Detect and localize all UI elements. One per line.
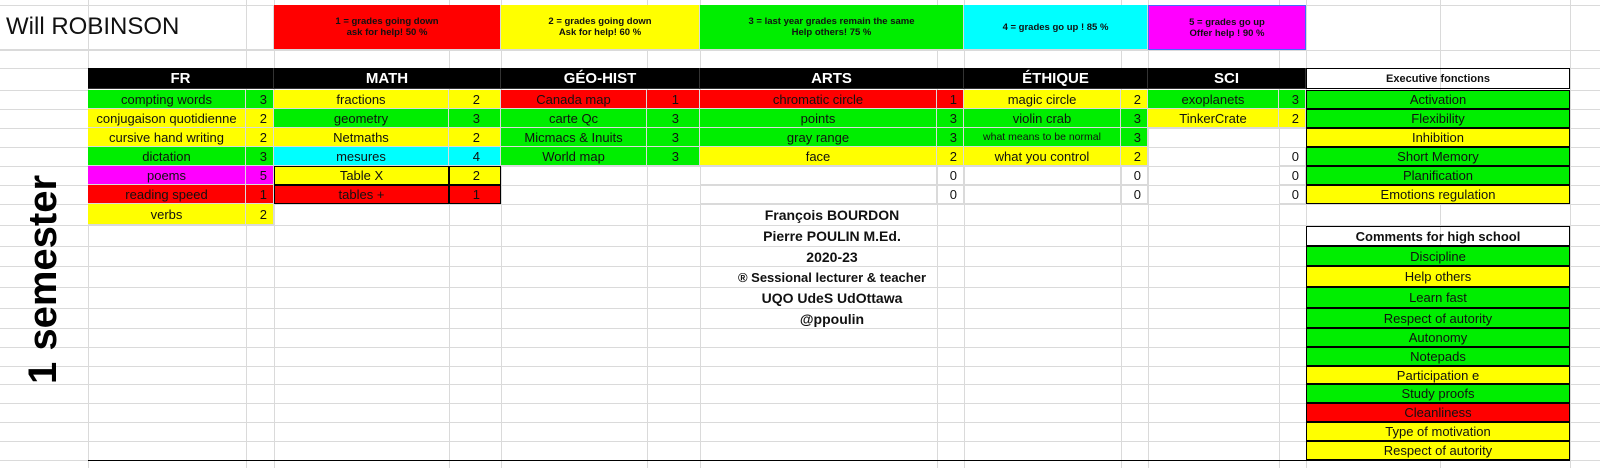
credit-line: François BOURDON [764,207,900,223]
arts-item[interactable]: face [700,147,937,166]
sci-score[interactable]: 3 [1279,90,1306,109]
comment-item[interactable]: Respect of autority [1306,308,1570,328]
ethique-score[interactable]: 0 [1121,185,1148,204]
arts-score[interactable]: 3 [937,109,964,128]
credit-line: @ppoulin [799,311,865,327]
math-score[interactable]: 4 [449,147,501,166]
fr-score[interactable]: 5 [246,166,274,185]
arts-item[interactable] [700,166,937,185]
fr-score[interactable]: 2 [246,109,274,128]
legend-5[interactable] [1148,5,1306,50]
fr-score[interactable]: 2 [246,204,274,225]
legend-5-line1: 5 = grades go up [1189,16,1265,28]
arts-item[interactable]: gray range [700,128,937,147]
sci-item[interactable]: TinkerCrate [1148,109,1279,128]
header-fr[interactable]: FR [88,68,274,89]
math-item[interactable]: mesures [274,147,449,166]
comment-item[interactable]: Cleanliness [1306,403,1570,422]
math-item[interactable]: tables + [274,185,449,204]
ethique-item[interactable]: what you control [964,147,1121,166]
arts-score[interactable]: 1 [937,90,964,109]
fr-item[interactable]: poems [88,166,246,185]
student-name[interactable]: Will ROBINSON [0,5,274,50]
credit-line: ® Sessional lecturer & teacher [737,270,927,285]
legend-1-line2: ask for help! 50 % [346,27,428,38]
header-sci[interactable]: SCI [1148,68,1306,89]
ethique-item[interactable]: violin crab [964,109,1121,128]
grid-line [0,50,1600,51]
ethique-item[interactable]: what means to be normal [964,128,1121,147]
bottom-border [88,460,1570,461]
geo-item[interactable]: Micmacs & Inuits [501,128,647,147]
executive-item[interactable]: Inhibition [1306,128,1570,147]
math-score[interactable]: 2 [449,128,501,147]
legend-3-line2: Help others! 75 % [791,27,872,38]
sci-score[interactable]: 0 [1279,166,1306,185]
header-arts[interactable]: ARTS [700,68,964,89]
semester-text: 1 semester [21,174,66,384]
fr-item[interactable]: compting words [88,90,246,109]
arts-item[interactable]: chromatic circle [700,90,937,109]
ethique-score[interactable]: 0 [1121,166,1148,185]
arts-score[interactable]: 0 [937,185,964,204]
sci-score[interactable]: 0 [1279,147,1306,166]
executive-item[interactable]: Emotions regulation [1306,185,1570,204]
fr-item[interactable]: conjugaison quotidienne [88,109,246,128]
legend-4-line1: 4 = grades go up ! 85 % [1002,21,1109,33]
comment-item[interactable]: Discipline [1306,246,1570,266]
comment-item[interactable]: Participation e [1306,366,1570,384]
fr-item[interactable]: cursive hand writing [88,128,246,147]
geo-item[interactable]: carte Qc [501,109,647,128]
comment-item[interactable]: Respect of autority [1306,441,1570,460]
fr-item[interactable]: verbs [88,204,246,225]
credit-line: Pierre POULIN M.Ed. [763,228,901,244]
credit-line: 2020-23 [806,249,858,265]
fr-item[interactable]: dictation [88,147,246,166]
math-score[interactable]: 3 [449,109,501,128]
math-item[interactable]: geometry [274,109,449,128]
fr-score[interactable]: 2 [246,128,274,147]
legend-3-line1: 3 = last year grades remain the same [748,16,915,27]
comment-item[interactable]: Type of motivation [1306,422,1570,441]
arts-score[interactable]: 0 [937,166,964,185]
ethique-score[interactable]: 2 [1121,147,1148,166]
credit-line: UQO UdeS UdOttawa [761,290,903,306]
comment-item[interactable]: Help others [1306,266,1570,287]
ethique-item[interactable] [964,166,1121,185]
fr-score[interactable]: 3 [246,147,274,166]
arts-score[interactable]: 3 [937,128,964,147]
legend-1-line1: 1 = grades going down [335,16,439,27]
arts-item[interactable]: points [700,109,937,128]
sci-score[interactable]: 0 [1279,185,1306,204]
fr-score[interactable]: 1 [246,185,274,204]
executive-item[interactable]: Activation [1306,90,1570,109]
executive-title[interactable]: Executive fonctions [1306,68,1570,89]
math-item[interactable]: Table X [274,166,449,185]
comment-item[interactable]: Notepads [1306,347,1570,366]
ethique-score[interactable]: 3 [1121,109,1148,128]
arts-score[interactable]: 2 [937,147,964,166]
ethique-score[interactable]: 3 [1121,128,1148,147]
math-score[interactable]: 2 [449,90,501,109]
legend-2-line2: Ask for help! 60 % [558,27,642,38]
geo-item[interactable]: Canada map [501,90,647,109]
comment-item[interactable]: Autonomy [1306,328,1570,347]
header-geo-hist[interactable]: GÉO-HIST [501,68,700,89]
comment-item[interactable]: Study proofs [1306,384,1570,403]
ethique-score[interactable]: 2 [1121,90,1148,109]
math-item[interactable]: fractions [274,90,449,109]
legend-2-line1: 2 = grades going down [548,16,652,27]
legend-4[interactable] [964,5,1148,50]
executive-item[interactable]: Planification [1306,166,1570,185]
credits-block [700,205,964,330]
geo-score[interactable]: 3 [647,109,700,128]
comment-item[interactable]: Learn fast [1306,287,1570,308]
geo-score[interactable]: 3 [647,147,700,166]
ethique-item[interactable]: magic circle [964,90,1121,109]
ethique-item[interactable] [964,185,1121,204]
geo-score[interactable]: 1 [647,90,700,109]
fr-item[interactable]: reading speed [88,185,246,204]
semester-label [0,90,88,468]
comments-title[interactable]: Comments for high school [1306,226,1570,246]
legend-3[interactable] [700,5,964,50]
legend-1[interactable] [274,5,501,50]
sci-score[interactable]: 2 [1279,109,1306,128]
header-math[interactable]: MATH [274,68,501,89]
geo-score[interactable]: 3 [647,128,700,147]
legend-5-line2: Offer help ! 90 % [1189,27,1265,39]
executive-item[interactable]: Short Memory [1306,147,1570,166]
legend-2[interactable] [501,5,700,50]
arts-item[interactable] [700,185,937,204]
header-ethique[interactable]: ÉTHIQUE [964,68,1148,89]
grid-line [1570,0,1571,468]
math-score[interactable]: 1 [449,185,501,204]
math-item[interactable]: Netmaths [274,128,449,147]
executive-item[interactable]: Flexibility [1306,109,1570,128]
geo-item[interactable]: World map [501,147,647,166]
fr-score[interactable]: 3 [246,90,274,109]
math-score[interactable]: 2 [449,166,501,185]
sci-item[interactable]: exoplanets [1148,90,1279,109]
